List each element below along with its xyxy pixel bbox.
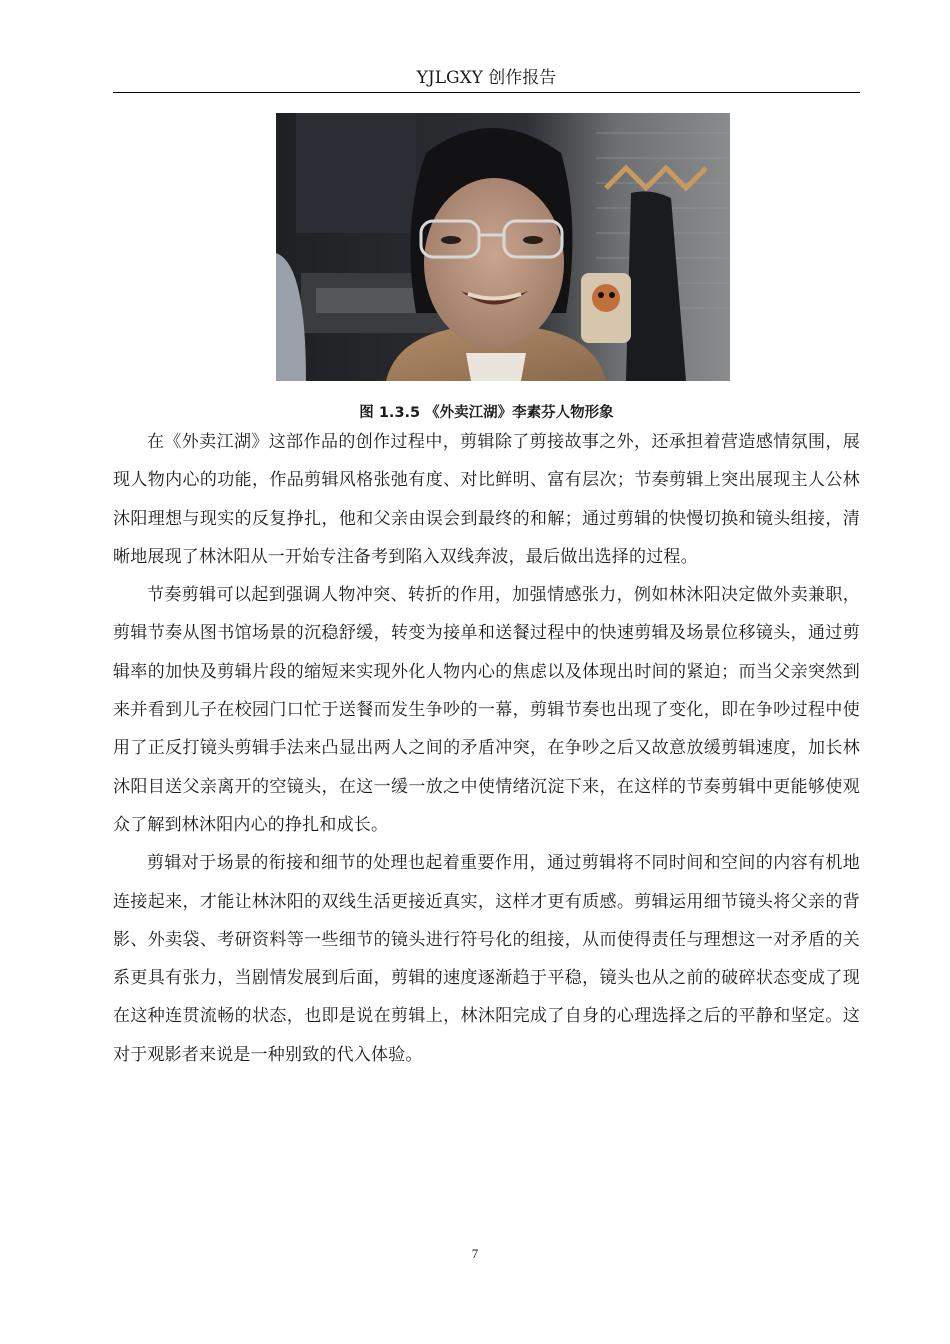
paragraph-1: 在《外卖江湖》这部作品的创作过程中，剪辑除了剪接故事之外，还承担着营造感情氛围，展现人物内心的功能，作品剪辑风格张弛有度、对比鲜明、富有层次；节奏剪辑上突出展现主人公林沐阳理想与现实的反复挣扎，他和父亲由误会到最终的和解；通过剪辑的快慢切换和镜头组接，清晰地展现了林沐阳从一开始专注备考到陷入双线奔波，最后做出选择的过程。: [113, 432, 860, 567]
page-number: 7: [471, 1246, 479, 1261]
figure-photo: [276, 113, 730, 381]
header-rule: [113, 92, 860, 93]
figure-caption: 图 1.3.5 《外卖江湖》李素芬人物形象: [359, 405, 614, 421]
page-header: YJLGXY 创作报告: [416, 68, 557, 88]
paragraph-3: 剪辑对于场景的衔接和细节的处理也起着重要作用，通过剪辑将不同时间和空间的内容有机地连接起来，才能让林沐阳的双线生活更接近真实，这样才更有质感。剪辑运用细节镜头将父亲的背影、外卖袋、考研资料等一些细节的镜头进行符号化的组接，从而使得责任与理想这一对矛盾的关系更具有张力，当剧情发展到后面，剪辑的速度逐渐趋于平稳，镜头也从之前的破碎状态变成了现在这种连贯流畅的状态，也即是说在剪辑上，林沐阳完成了自身的心理选择之后的平静和坚定。这对于观影者来说是一种别致的代入体验。: [113, 853, 860, 1065]
paragraph-2: 节奏剪辑可以起到强调人物冲突、转折的作用，加强情感张力，例如林沐阳决定做外卖兼职，剪辑节奏从图书馆场景的沉稳舒缓，转变为接单和送餐过程中的快速剪辑及场景位移镜头，通过剪辑率的加快及剪辑片段的缩短来实现外化人物内心的焦虑以及体现出时间的紧迫；而当父亲突然到来并看到儿子在校园门口忙于送餐而发生争吵的一幕，剪辑节奏也出现了变化，即在争吵过程中使用了正反打镜头剪辑手法来凸显出两人之间的矛盾冲突，在争吵之后又故意放缓剪辑速度，加长林沐阳目送父亲离开的空镜头，在这一缓一放之中使情绪沉淀下来，在这样的节奏剪辑中更能够使观众了解到林沐阳内心的挣扎和成长。: [113, 585, 860, 835]
body-text: [113, 423, 860, 1074]
